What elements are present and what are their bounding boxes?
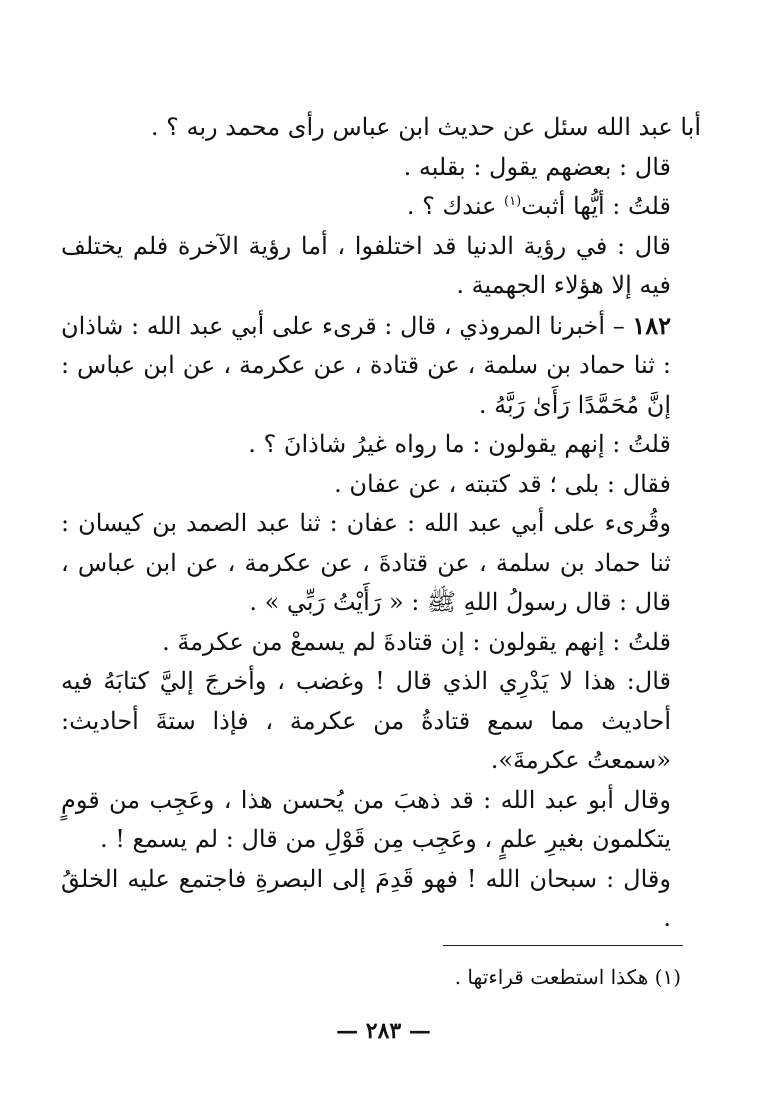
page-number: — ٢٨٣ — <box>336 1018 431 1044</box>
paragraph-text: وقُرىء على أبي عبد الله : عفان : ثنا عبد الصمد بن كيسان : ثنا حماد بن سلمة ، عن قتادةَ ، عن عكرمة ، عن ابن عباس ، قال : قال رسولُ اللهِ ﷺ : « رَأَيْتُ رَبِّي » . <box>61 509 671 616</box>
paragraph-3 <box>61 187 701 227</box>
paragraph-text: قلتُ : إنهم يقولون : إن قتادةَ لم يسمعْ من عكرمةَ . <box>162 627 671 656</box>
footnote: (١) هكذا استطعت قراءتها . <box>454 965 681 989</box>
paragraph-4 <box>61 227 701 306</box>
paragraph-text: قال : بعضهم يقول : بقلبه . <box>403 152 671 181</box>
paragraph-11 <box>61 781 701 860</box>
hadith-number: ١٨٢ <box>632 310 672 340</box>
paragraph-text-after-footnote: عندك ؟ . <box>406 192 505 220</box>
paragraph-text: قال : في رؤية الدنيا قد اختلفوا ، أما رؤية الآخرة فلم يختلف فيه إلا هؤلاء الجهمية . <box>61 231 671 299</box>
paragraph-text: وقال أبو عبد الله : قد ذهبَ من يُحسن هذا ، وعَجِب من قومٍ يتكلمون بغيرِ علمٍ ، وعَجِب مِن قَوْلِ من قال : لم يسمع ! . <box>61 785 671 853</box>
paragraph-6 <box>61 425 701 465</box>
footnote-reference: (١) <box>504 194 522 209</box>
paragraph-text: قال: هذا لا يَدْرِي الذي قال ! وغضب ، وأخرجَ إليَّ كتابَهُ فيه أحاديث مما سمع قتادةُ من عكرمة ، فإذا ستةَ أحاديث: «سمعتُ عكرمةَ». <box>61 667 671 774</box>
paragraph-text: – أخبرنا المروذي ، قال : قرىء على أبي عبد الله : شاذان : ثنا حماد بن سلمة ، عن قتادة ، عن عكرمة ، عن ابن عباس : إنَّ مُحَمَّدًا رَأَىٰ رَبَّهُ . <box>61 311 671 419</box>
paragraph-8 <box>61 504 701 623</box>
paragraph-5 <box>61 306 701 426</box>
paragraph-text: أبا عبد الله سئل عن حديث ابن عباس رأى محمد ربه ؟ . <box>150 113 701 141</box>
footnote-divider <box>443 945 683 946</box>
paragraph-text: وقال : سبحان الله ! فهو قَدِمَ إلى البصرةِ فاجتمع عليه الخلقُ . <box>61 864 671 932</box>
paragraph-text-before-footnote: قلتُ : أيُّها أثبت <box>521 192 671 220</box>
paragraph-12 <box>61 860 701 939</box>
paragraph-10 <box>61 662 701 781</box>
paragraph-text: قلتُ : إنهم يقولون : ما رواه غيرُ شاذانَ ؟ . <box>248 430 671 458</box>
paragraph-9 <box>61 623 701 663</box>
paragraph-7 <box>61 465 701 505</box>
paragraph-1 <box>61 108 701 148</box>
main-text <box>61 108 701 939</box>
paragraph-2 <box>61 148 701 188</box>
paragraph-text: فقال : بلى ؛ قد كتبته ، عن عفان . <box>334 469 671 498</box>
